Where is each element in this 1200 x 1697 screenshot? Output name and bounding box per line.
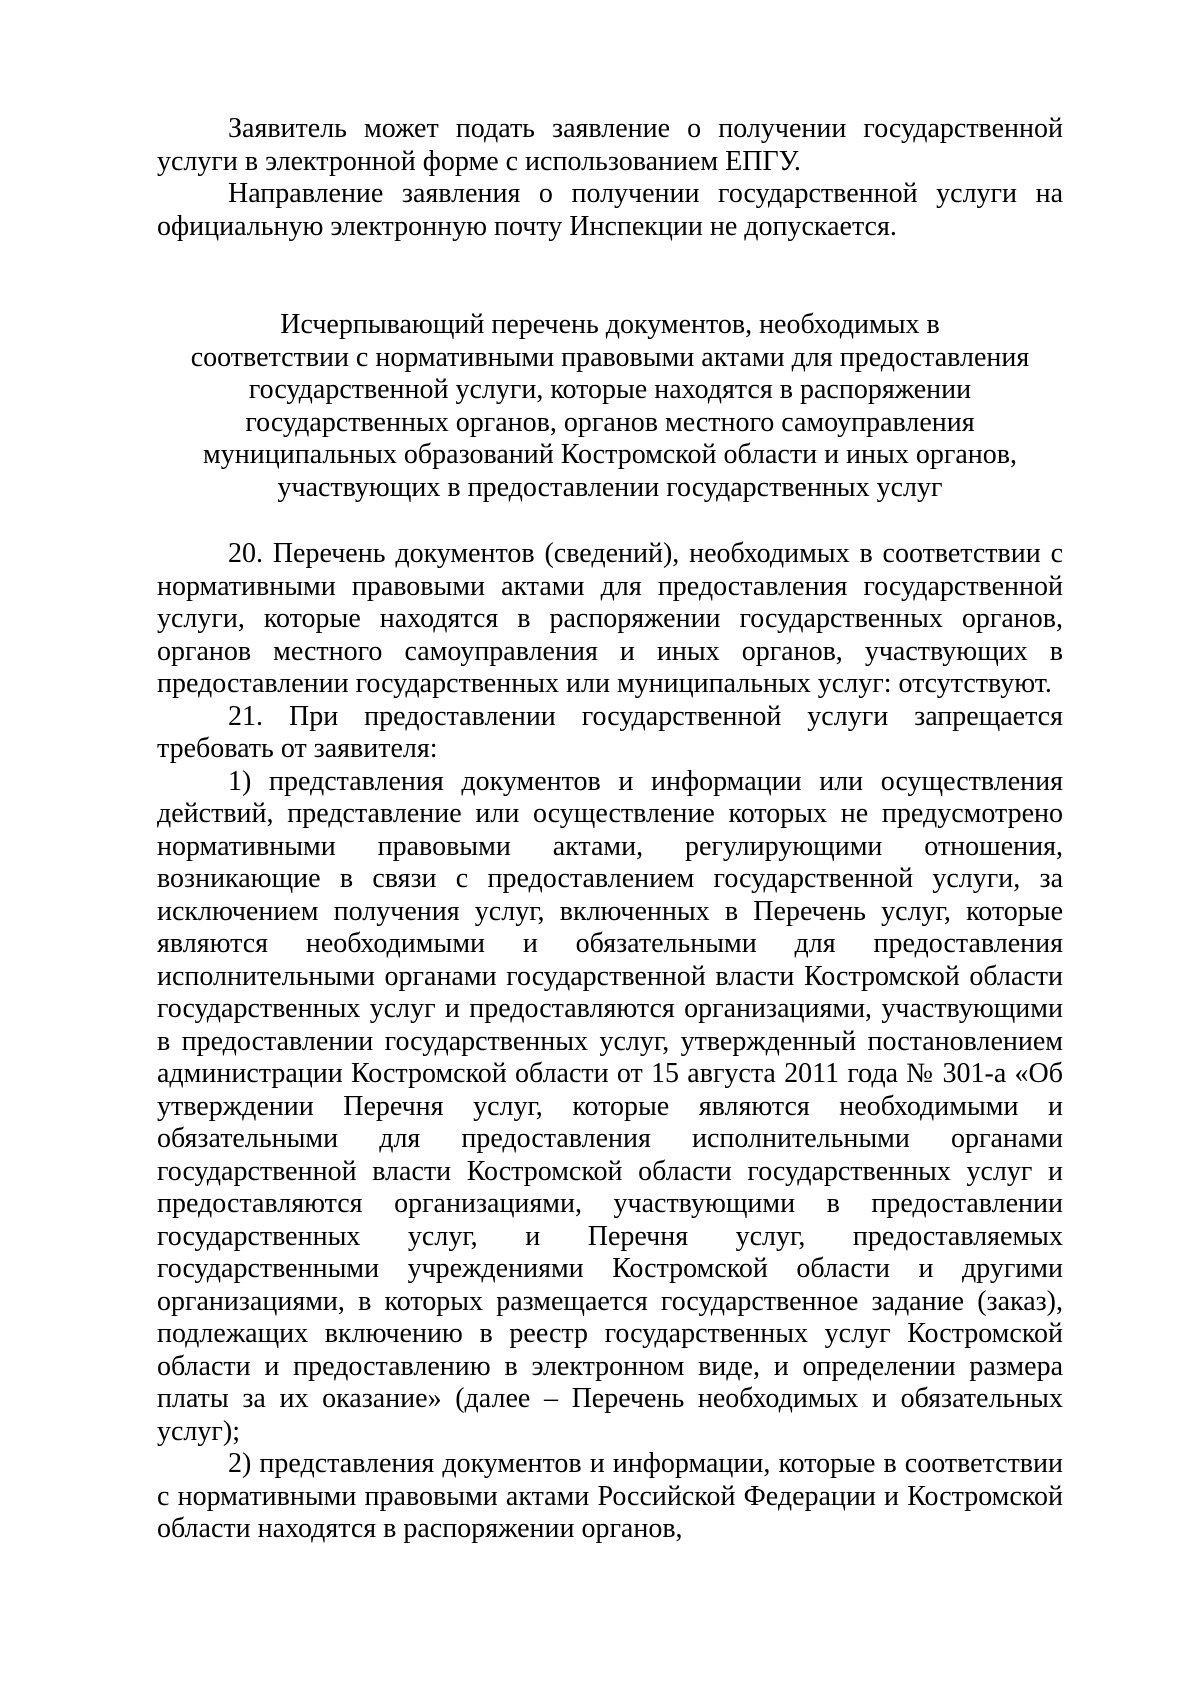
heading-line: участвующих в предоставлении государственных услуг bbox=[277, 471, 943, 503]
heading-line: муниципальных образований Костромской области и иных органов, bbox=[203, 439, 1017, 470]
paragraph-email-not-allowed: Направление заявления о получении государственной услуги на официальную электронную почту Инспекции не допускается. bbox=[157, 178, 1063, 242]
paragraph-subitem-1: 1) представления документов и информации или осуществления действий, представление или осуществление которых не предусмотрено нормативными правовыми актами, регулирующими отношения, возникающие в связи с предоставлением государственной услуги, за исключением получения услуг, включенных в Перечень услуг, которые являются необходимыми и обязательными для предоставления исполнительными органами государственной власти Костромской области государственных услуг и предоставляются организациями, участвующими в предоставлении государственных услуг, утвержденный постановлением администрации Костромской области от 15 августа 2011 года № 301-а «Об утверждении Перечня услуг, которые являются необходимыми и обязательными для предоставления исполнительными органами государственной власти Костромской области государственных услуг и предоставляются организациями, участвующими в предоставлении государственных услуг, и Перечня услуг, предоставляемых государственными учреждениями Костромской области и другими организациями, в которых размещается государственное задание (заказ), подлежащих включению в реестр государственных услуг Костромской области и предоставлению в электронном виде, и определении размера платы за их оказание» (далее – Перечень необходимых и обязательных услуг); bbox=[157, 765, 1063, 1447]
section-heading bbox=[157, 309, 1063, 504]
section-heading-text bbox=[157, 309, 1063, 504]
main-section bbox=[157, 538, 1063, 1546]
intro-section bbox=[157, 113, 1063, 243]
paragraph-subitem-2: 2) представления документов и информации, которые в соответствии с нормативными правовыми актами Российской Федерации и Костромской области находятся в распоряжении органов, bbox=[157, 1448, 1063, 1544]
paragraph-item-20: 20. Перечень документов (сведений), необходимых в соответствии с нормативными правовыми актами для предоставления государственной услуги, которые находятся в распоряжении государственных органов, органов местного самоуправления и иных органов, участвующих в предоставлении государственных или муниципальных услуг: отсутствуют. bbox=[157, 538, 1063, 699]
heading-line: государственных органов, органов местного самоуправления bbox=[245, 406, 975, 438]
paragraph-application-epgu: Заявитель может подать заявление о получении государственной услуги в электронной форме с использованием ЕПГУ. bbox=[157, 113, 1063, 177]
heading-line: государственной услуги, которые находятся в распоряжении bbox=[248, 374, 972, 405]
heading-line: соответствии с нормативными правовыми актами для предоставления bbox=[190, 341, 1030, 373]
paragraph-item-21: 21. При предоставлении государственной услуги запрещается требовать от заявителя: bbox=[157, 700, 1063, 764]
heading-line: Исчерпывающий перечень документов, необходимых в bbox=[280, 309, 940, 340]
